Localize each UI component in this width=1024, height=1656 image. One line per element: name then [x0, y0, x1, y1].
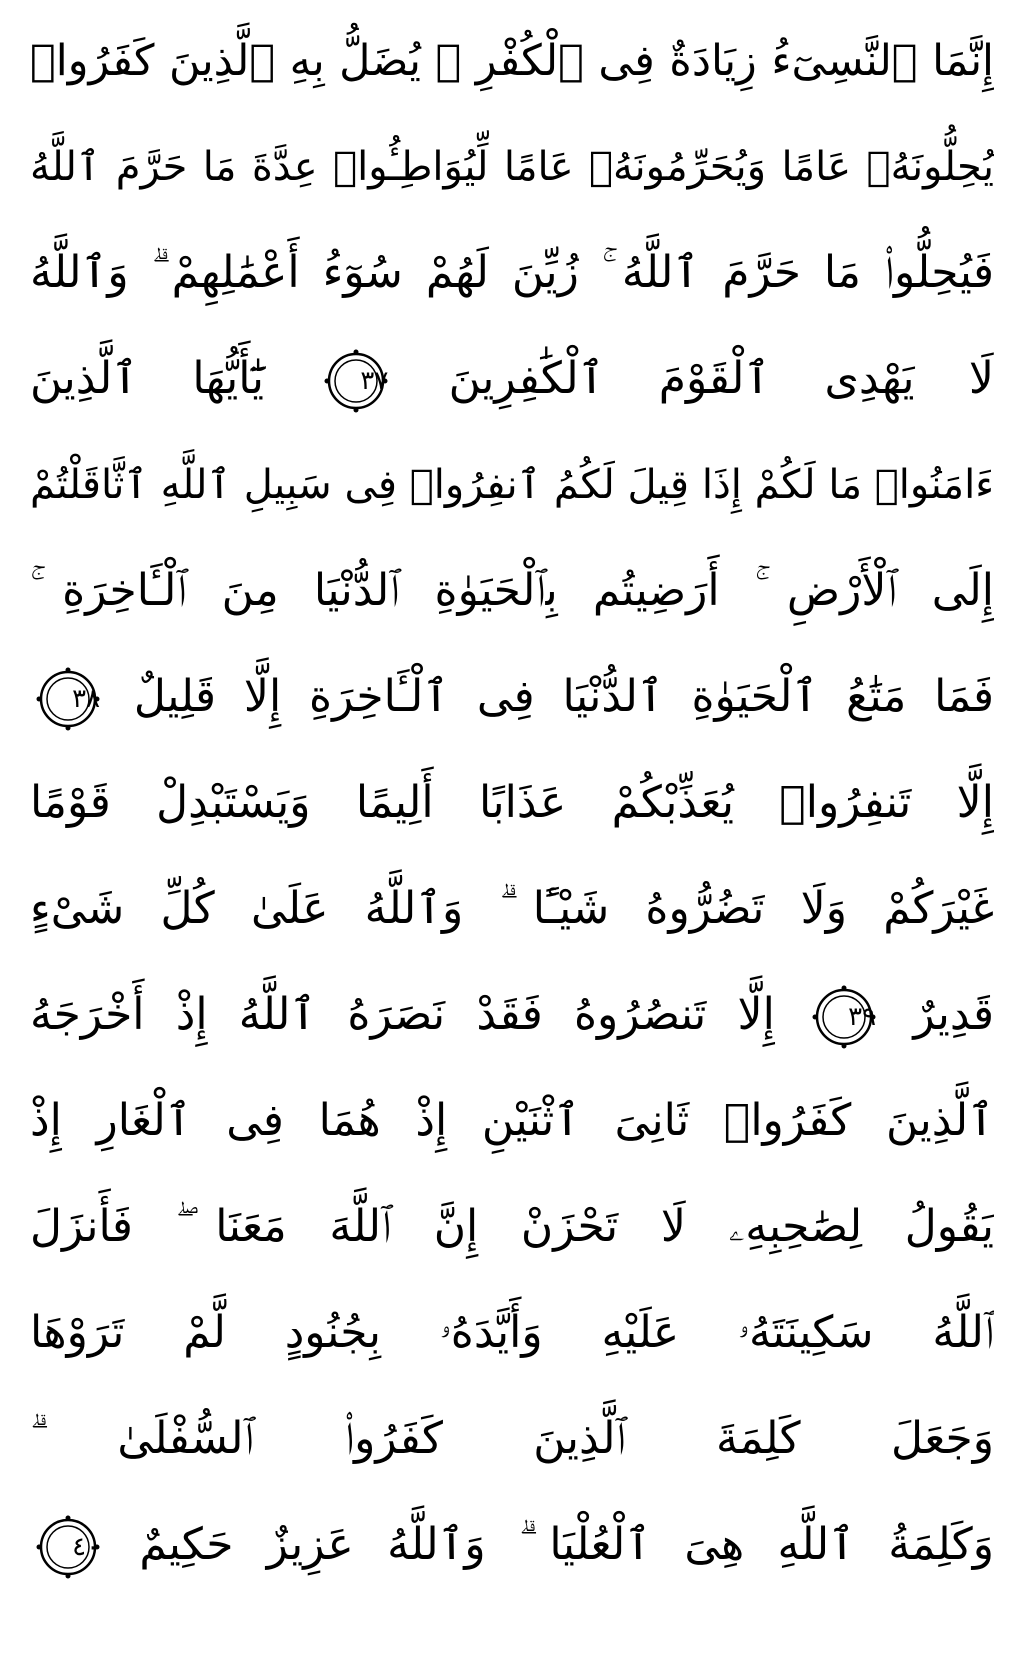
verse-line	[30, 434, 994, 536]
verse-line	[30, 10, 994, 112]
verse-text: ٱللَّهُ سَكِينَتَهُۥ عَلَيْهِ وَأَيَّدَهُۥ بِجُنُودٍ لَّمْ تَرَوْهَا	[30, 1307, 994, 1358]
verse-lines	[30, 0, 994, 1656]
verse-text: إِلَى ٱلْأَرْضِ ۚ أَرَضِيتُم بِٱلْحَيَوٰةِ ٱلدُّنْيَا مِنَ ٱلْـَٔاخِرَةِ ۚ	[30, 565, 994, 616]
verse-line	[30, 540, 994, 642]
verse-line	[30, 858, 994, 960]
verse-line	[30, 222, 994, 324]
ayah-number: ٣٧	[360, 366, 389, 396]
verse-text: غَيْرَكُمْ وَلَا تَضُرُّوهُ شَيْـًٔا ۗ وَٱللَّهُ عَلَىٰ كُلِّ شَىْءٍ	[30, 883, 994, 934]
verse-text: ءَامَنُوا۟ مَا لَكُمْ إِذَا قِيلَ لَكُمُ ٱنفِرُوا۟ فِى سَبِيلِ ٱللَّهِ ٱثَّاقَلْتُمْ	[30, 462, 994, 508]
verse-line	[30, 752, 994, 854]
verse-text: إِنَّمَا ٱلنَّسِىٓءُ زِيَادَةٌ فِى ٱلْكُفْرِ ۖ يُضَلُّ بِهِ ٱلَّذِينَ كَفَرُوا۟	[30, 36, 994, 86]
verse-line	[30, 1176, 994, 1278]
ayah-end-marker	[812, 985, 876, 1049]
verse-line	[30, 1494, 994, 1596]
verse-text: وَجَعَلَ كَلِمَةَ ٱلَّذِينَ كَفَرُوا۟ ٱلسُّفْلَىٰ ۗ	[30, 1413, 994, 1464]
verse-text: ٱلَّذِينَ كَفَرُوا۟ ثَانِىَ ٱثْنَيْنِ إِذْ هُمَا فِى ٱلْغَارِ إِذْ	[30, 1095, 994, 1146]
verse-text: وَكَلِمَةُ ٱللَّهِ هِىَ ٱلْعُلْيَا ۗ وَٱللَّهُ عَزِيزٌ حَكِيمٌ	[139, 1519, 994, 1570]
verse-text: يَقُولُ لِصَٰحِبِهِۦ لَا تَحْزَنْ إِنَّ ٱللَّهَ مَعَنَا ۖ فَأَنزَلَ	[30, 1201, 994, 1252]
verse-line	[30, 1282, 994, 1384]
verse-line	[30, 1070, 994, 1172]
verse-text: قَدِيرٌ	[913, 989, 994, 1040]
verse-text: إِلَّا تَنصُرُوهُ فَقَدْ نَصَرَهُ ٱللَّهُ إِذْ أَخْرَجَهُ	[30, 989, 775, 1040]
verse-text: يَٰٓأَيُّهَا ٱلَّذِينَ	[30, 353, 264, 404]
verse-text: لَا يَهْدِى ٱلْقَوْمَ ٱلْكَٰفِرِينَ	[448, 353, 994, 404]
verse-text: فَيُحِلُّوا۟ مَا حَرَّمَ ٱللَّهُ ۚ زُيِّنَ لَهُمْ سُوٓءُ أَعْمَٰلِهِمْ ۗ وَٱللَّهُ	[30, 247, 994, 298]
ayah-number: ٤٠	[72, 1532, 100, 1562]
verse-text: يُحِلُّونَهُۥ عَامًا وَيُحَرِّمُونَهُۥ عَامًا لِّيُوَاطِـُٔوا۟ عِدَّةَ مَا حَرَّمَ ٱللَّهُ	[30, 144, 994, 190]
verse-line	[30, 1388, 994, 1490]
ayah-number: ٣٨	[72, 684, 100, 714]
ayah-end-marker	[36, 667, 100, 731]
ayah-end-marker	[36, 1515, 100, 1579]
verse-line	[30, 116, 994, 218]
verse-line	[30, 328, 994, 430]
ayah-end-marker	[324, 349, 388, 413]
verse-line	[30, 646, 994, 748]
verse-text: إِلَّا تَنفِرُوا۟ يُعَذِّبْكُمْ عَذَابًا أَلِيمًا وَيَسْتَبْدِلْ قَوْمًا	[30, 777, 994, 828]
verse-line	[30, 964, 994, 1066]
ayah-number: ٣٩	[848, 1002, 877, 1032]
verse-text: فَمَا مَتَٰعُ ٱلْحَيَوٰةِ ٱلدُّنْيَا فِى ٱلْـَٔاخِرَةِ إِلَّا قَلِيلٌ	[133, 671, 994, 722]
